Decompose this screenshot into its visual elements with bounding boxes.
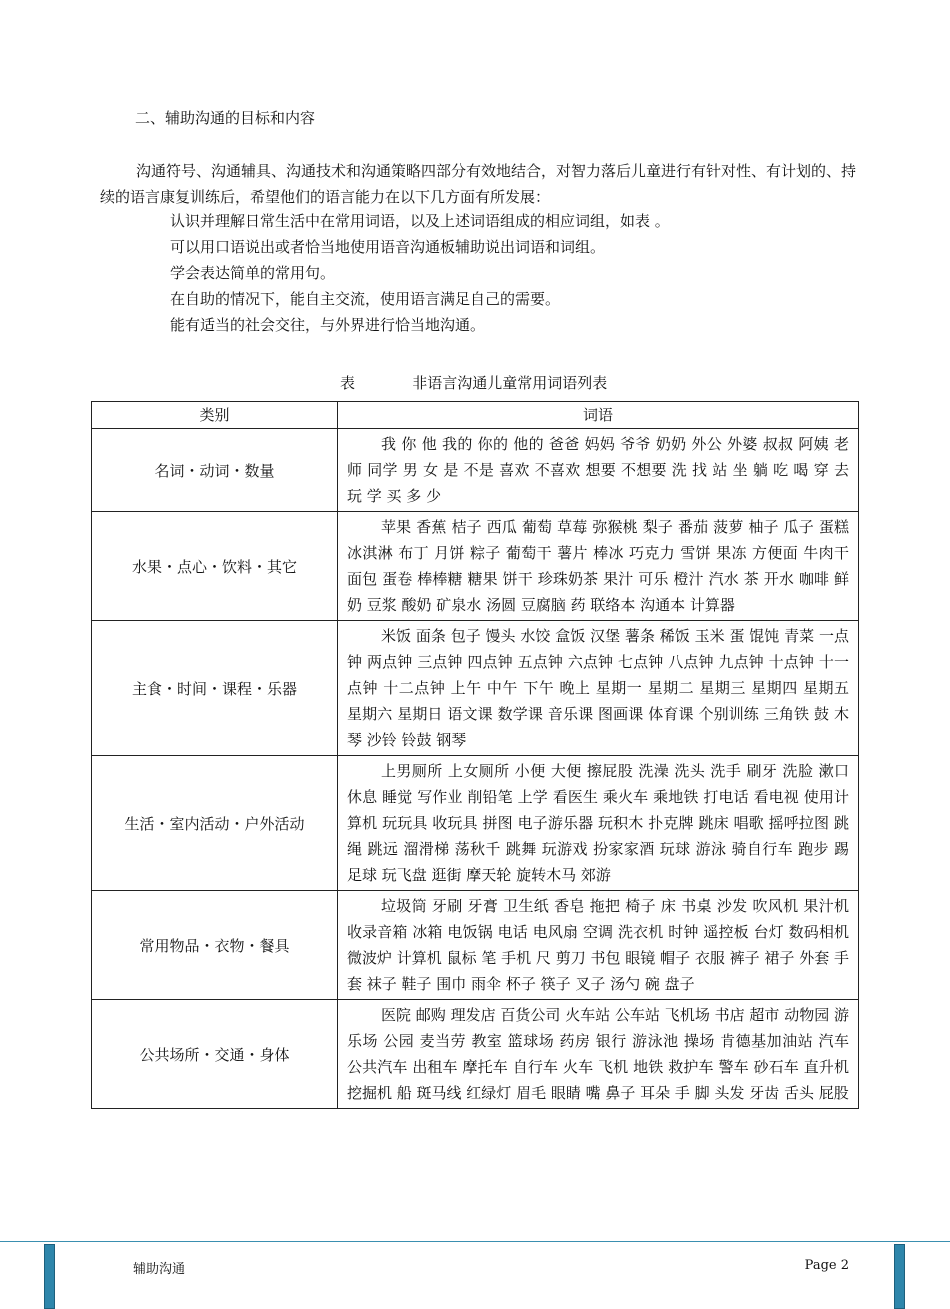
- word-table: [91, 401, 859, 1109]
- goal-item: 学会表达简单的常用句。: [170, 264, 336, 282]
- category-cell: 生活・室内活动・户外活动: [92, 756, 338, 891]
- category-cell: 名词・动词・数量: [92, 429, 338, 512]
- words-cell: 苹果 香蕉 桔子 西瓜 葡萄 草莓 弥猴桃 梨子 番茄 菠萝 柚子 瓜子 蛋糕 冰淇淋 布丁 月饼 粽子 葡萄干 薯片 棒冰 巧克力 雪饼 果冻 方便面 牛肉干 面包 蛋卷 棒棒糖 糖果 饼干 珍珠奶茶 果汁 可乐 橙汁 汽水 茶 开水 咖啡 鲜奶 豆浆 酸奶 矿泉水 汤圆 豆腐脑 药 联络本 沟通本 计算器: [338, 512, 859, 621]
- footer-divider: [0, 1241, 950, 1242]
- footer-left-bar: [44, 1244, 55, 1309]
- table-row: [92, 621, 859, 756]
- words-cell: 医院 邮购 理发店 百货公司 火车站 公车站 飞机场 书店 超市 动物园 游乐场 公园 麦当劳 教室 篮球场 药房 银行 游泳池 操场 肯德基加油站 汽车 公共汽车 出租车 摩托车 自行车 火车 飞机 地铁 救护车 警车 砂石车 直升机 挖掘机 船 斑马线 红绿灯 眉毛 眼睛 嘴 鼻子 耳朵 手 脚 头发 牙齿 舌头 屁股: [338, 1000, 859, 1109]
- page-number: Page 2: [804, 1258, 849, 1273]
- intro-paragraph: [100, 158, 860, 210]
- words-cell: 垃圾筒 牙刷 牙膏 卫生纸 香皂 拖把 椅子 床 书桌 沙发 吹风机 果汁机 收录音箱 冰箱 电饭锅 电话 电风扇 空调 洗衣机 时钟 遥控板 台灯 数码相机 微波炉 计算机 鼠标 笔 手机 尺 剪刀 书包 眼镜 帽子 衣服 裤子 裙子 外套 手套 袜子 鞋子 围巾 雨伞 杯子 筷子 叉子 汤勺 碗 盘子: [338, 891, 859, 1000]
- header-words: 词语: [338, 402, 859, 429]
- goal-item: 可以用口语说出或者恰当地使用语音沟通板辅助说出词语和词组。: [170, 238, 606, 256]
- intro-text: 沟通符号、沟通辅具、沟通技术和沟通策略四部分有效地结合，对智力落后儿童进行有针对性、有计划的、持续的语言康复训练后，希望他们的语言能力在以下几方面有所发展：: [100, 162, 857, 206]
- goal-item: 在自助的情况下，能自主交流，使用语言满足自己的需要。: [170, 290, 561, 308]
- table-row: [92, 891, 859, 1000]
- table-row: [92, 756, 859, 891]
- words-cell: 上男厕所 上女厕所 小便 大便 擦屁股 洗澡 洗头 洗手 刷牙 洗脸 漱口 休息 睡觉 写作业 削铅笔 上学 看医生 乘火车 乘地铁 打电话 看电视 使用计算机 玩玩具 收玩具 拼图 电子游乐器 玩积木 扑克牌 跳床 唱歌 摇呼拉图 跳绳 跳远 溜滑梯 荡秋千 跳舞 玩游戏 扮家家酒 玩球 游泳 骑自行车 跑步 踢足球 玩飞盘 逛街 摩天轮 旋转木马 郊游: [338, 756, 859, 891]
- section-title: 二、辅助沟通的目标和内容: [135, 109, 316, 127]
- category-cell: 主食・时间・课程・乐器: [92, 621, 338, 756]
- header-category: 类别: [92, 402, 338, 429]
- table-caption: 表 非语言沟通儿童常用词语列表: [340, 374, 608, 392]
- words-cell: 米饭 面条 包子 馒头 水饺 盒饭 汉堡 薯条 稀饭 玉米 蛋 馄饨 青菜 一点钟 两点钟 三点钟 四点钟 五点钟 六点钟 七点钟 八点钟 九点钟 十点钟 十一点钟 十二点钟 上午 中午 下午 晚上 星期一 星期二 星期三 星期四 星期五 星期六 星期日 语文课 数学课 音乐课 图画课 体育课 个别训练 三角铁 鼓 木琴 沙铃 铃鼓 钢琴: [338, 621, 859, 756]
- goal-item: 能有适当的社会交往，与外界进行恰当地沟通。: [170, 316, 486, 334]
- footer-title: 辅助沟通: [133, 1262, 186, 1277]
- footer-right-bar: [894, 1244, 905, 1309]
- category-cell: 水果・点心・饮料・其它: [92, 512, 338, 621]
- table-row: [92, 1000, 859, 1109]
- table-row: [92, 512, 859, 621]
- table-row: [92, 429, 859, 512]
- table-header-row: [92, 402, 859, 429]
- words-cell: 我 你 他 我的 你的 他的 爸爸 妈妈 爷爷 奶奶 外公 外婆 叔叔 阿姨 老师 同学 男 女 是 不是 喜欢 不喜欢 想要 不想要 洗 找 站 坐 躺 吃 喝 穿 去 玩 学 买 多 少: [338, 429, 859, 512]
- category-cell: 常用物品・衣物・餐具: [92, 891, 338, 1000]
- category-cell: 公共场所・交通・身体: [92, 1000, 338, 1109]
- goal-item: 认识并理解日常生活中在常用词语，以及上述词语组成的相应词组，如表 。: [170, 212, 670, 230]
